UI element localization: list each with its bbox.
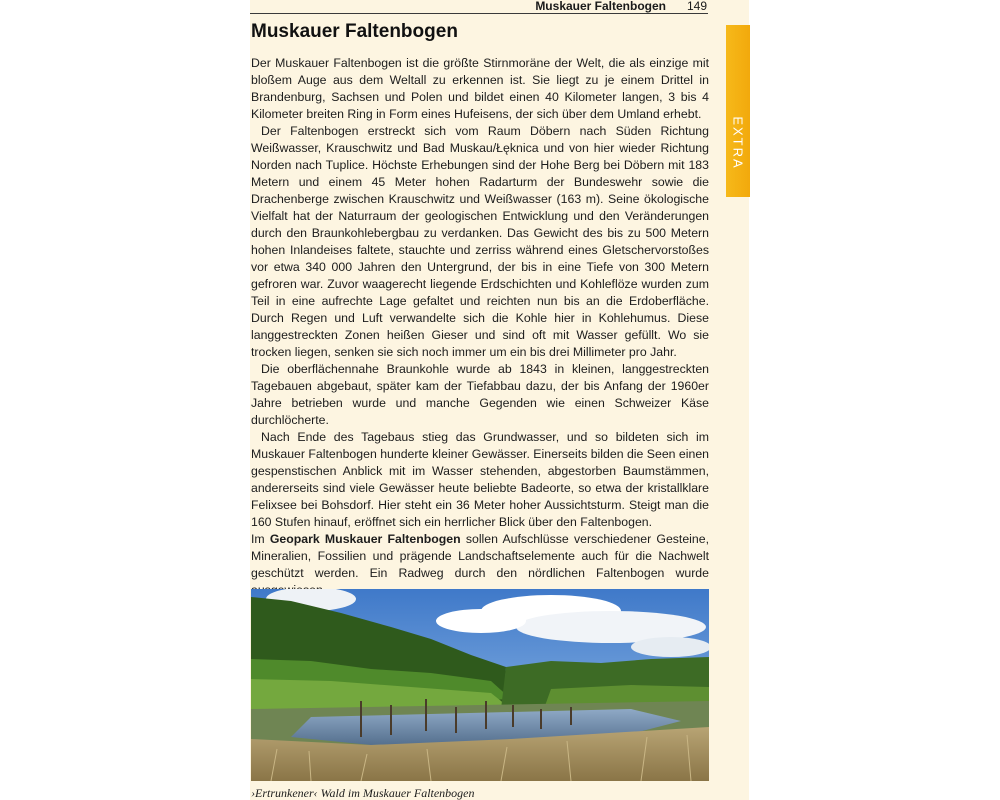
paragraph-geology: Der Faltenbogen erstreckt sich vom Raum Döbern nach Süden Richtung Weißwasser, Krauschwitz und Bad Muskau/Łęknica und von hier wieder Richtung Norden nach Tuplice. Höchste Erhebungen sind der Hohe Berg bei Döbern mit 183 Metern und einem 45 Meter hohen Radarturm der Bundeswehr sowie die Drachenberge zwischen Krauschwitz und Weißwasser (163 m). Seine ökologische Vielfalt hat der Naturraum der geologischen Entwicklung und den Veränderungen durch den Braunkohlebergbau zu verdanken. Das Gewicht des bis zu 500 Metern hohen Inlandeises faltete, stauchte und zerriss während eines Gletschervorstoßes vor etwa 340 000 Jahren den Untergrund, der bis in eine Tiefe von 300 Metern gefroren war. Zuvor waagerecht liegende Erdschichten und Kohleflöze wurden zum Teil in eine aufrechte Lage gefaltet und reichten nun bis an die Erdoberfläche. Durch Regen und Luft verwandelte sich die Kohle hier in Kohlehumus. Diese langgestreckten Zonen heißen Gieser und sind oft mit Wasser gefüllt. Wo sie trocken liegen, senken sie sich noch immer um ein bis drei Millimeter pro Jahr. [251,124,709,359]
paragraph-lakes: Nach Ende des Tagebaus stieg das Grundwasser, und so bildeten sich im Muskauer Faltenbogen hunderte kleiner Gewässer. Einerseits bilden die Seen einen gespenstischen Anblick mit im Wasser stehenden, abgestorben Baumstämmen, andererseits sind viele Gewässer heute beliebte Badeorte, so etwa der kristallklare Felixsee bei Bohsdorf. Hier steht ein 36 Meter hoher Aussichtsturm. Steigt man die 160 Stufen hinauf, eröffnet sich ein herrlicher Blick über den Faltenbogen. [251,430,709,529]
running-header [250,0,708,14]
extra-tab-label: EXTRA [730,116,746,170]
photo-caption: ›Ertrunkener‹ Wald im Muskauer Faltenbogen [251,786,475,800]
geopark-text: sollen Aufschlüsse verschiedener Gesteine, Mineralien, Fossilien und prägende Landschaftselemente auch für die Nachwelt geschützt werden. Ein Radweg durch den nördlichen Faltenbogen wurde [251,532,710,580]
geopark-name: Geopark Muskauer Faltenbogen [269,532,461,546]
landscape-photo [251,589,709,781]
header-section-title: Muskauer Faltenbogen [535,0,666,13]
article-body [251,55,709,616]
article-title: Muskauer Faltenbogen [251,21,458,42]
paragraph-intro: Der Muskauer Faltenbogen ist die größte Stirnmoräne der Welt, die als einzige mit bloßem Auge aus dem Weltall zu erkennen ist. Sie liegt zu je einem Drittel in Brandenburg, Sachsen und Polen und bildet einen 40 Kilometer langen, 3 bis 4 Kilometer breiten Ring in Form eines Hufeisens, der sich über dem Umland erhebt. [251,56,709,121]
paragraph-mining: Die oberflächennahe Braunkohle wurde ab 1843 in kleinen, langgestreckten Tagebauen abgebaut, später kam der Tiefabbau dazu, der bis Anfang der 1960er Jahre betrieben wurde und manche Gegenden wie einen Schweizer Käse durchlöcherte. [251,362,709,427]
extra-thumb-tab [726,25,750,197]
geopark-prefix: Im [251,532,270,546]
page-number: 149 [686,0,707,13]
